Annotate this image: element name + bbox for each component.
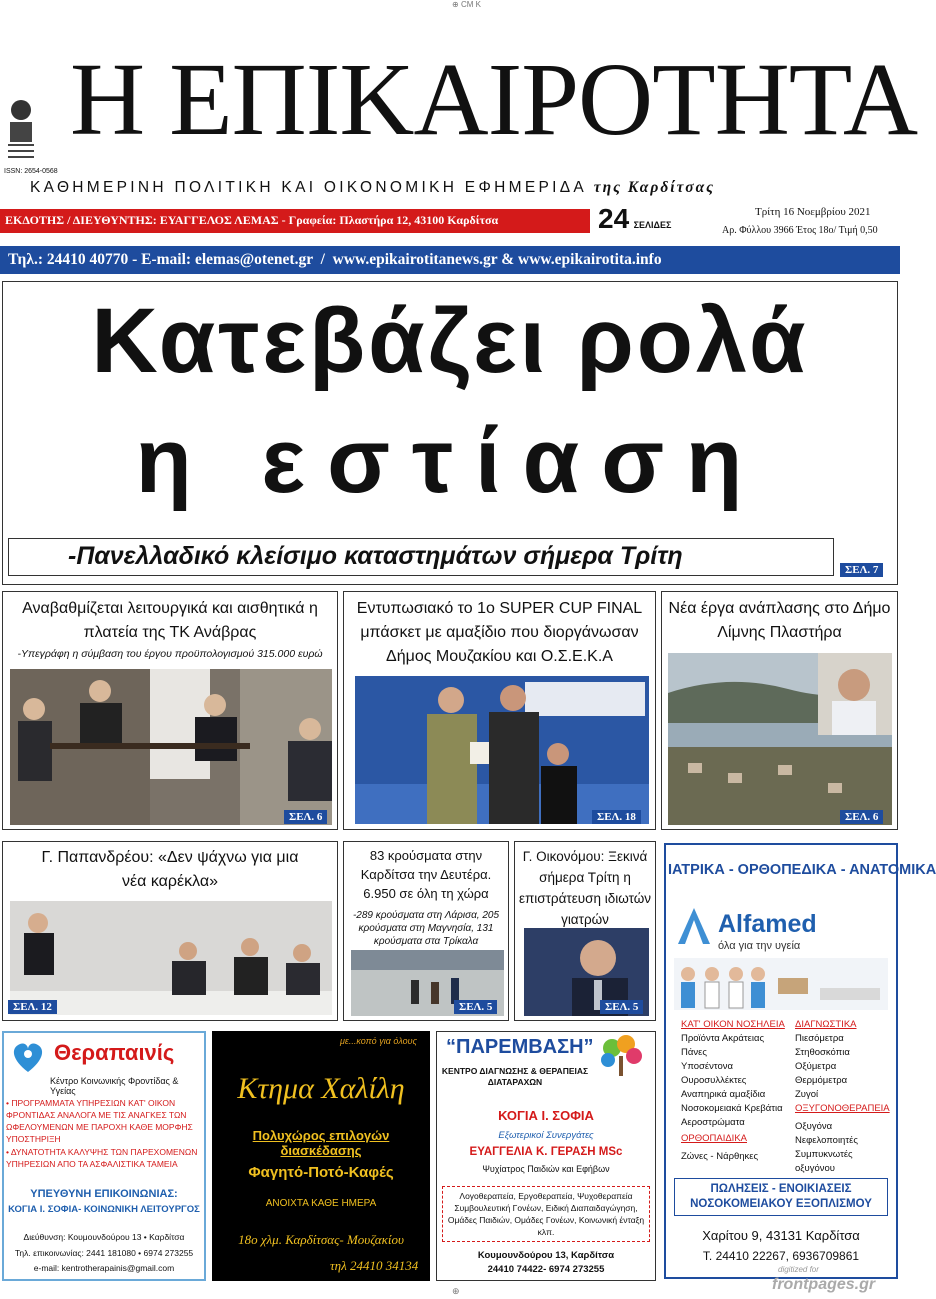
ad-medical-col1 (681, 1018, 791, 1164)
masthead-subtitle (30, 179, 715, 197)
col1-title: ΚΑΤ' ΟΙΚΟΝ ΝΟΣΗΛΕΙΑ (681, 1019, 785, 1030)
watermark-small: digitized for (778, 1265, 819, 1274)
col2-item: Στηθοσκόπια (795, 1047, 850, 1058)
col1-item: Νοσοκομειακά Κρεβάτια (681, 1103, 783, 1114)
col1-item: Πάνες (681, 1047, 707, 1058)
ad-medical-col2 (795, 1018, 893, 1176)
col2-item: Ζυγοί (795, 1089, 819, 1100)
paremvasi-name1: ΚΟΓΙΑ Ι. ΣΟΦΙΑ (498, 1108, 594, 1123)
col1-item: Αναπηρικά αμαξίδια (681, 1089, 766, 1100)
col1-item: Αεροστρώματα (681, 1117, 745, 1128)
story-anavra-title[interactable]: Αναβαθμίζεται λειτουργικά και αισθητικά η πλατεία της ΤΚ Ανάβρας (22, 600, 318, 641)
paremvasi-address: Κουμουνδούρου 13, Καρδίτσα (477, 1250, 615, 1261)
story-anavra-photo (10, 669, 332, 825)
ad-medical-products-photo (674, 958, 888, 1010)
alfamed-logo-icon (676, 906, 712, 946)
therapainis-email: e-mail: kentrotherapainis@gmail.com (33, 1263, 175, 1273)
pages-label: ΣΕΛΙΔΕΣ (633, 220, 672, 230)
lead-subhead: -Πανελλαδικό κλείσιμο καταστημάτων σήμερα Τρίτη (68, 542, 683, 570)
col2-title2: ΟΞΥΓΟΝΟΘΕΡΑΠΕΙΑ (795, 1103, 890, 1114)
therapainis-contact-title: ΥΠΕΥΘΥΝΗ ΕΠΙΚΟΙΝΩΝΙΑΣ: (30, 1188, 178, 1200)
story-limni-photo (668, 653, 892, 825)
therapainis-address: Διεύθυνση: Κουμουνδούρου 13 • Καρδίτσα (23, 1232, 185, 1242)
therapainis-title: Θεραπαινίς (54, 1040, 175, 1065)
story-covid-title[interactable]: 83 κρούσματα στην Καρδίτσα την Δευτέρα. 6.950 σε όλη τη χώρα (360, 848, 492, 901)
therapainis-contact-name: ΚΟΓΙΑ Ι. ΣΟΦΙΑ- ΚΟΙΝΩΝΙΚΗ ΛΕΙΤΟΥΡΓΟΣ (8, 1204, 200, 1215)
issn: ISSN: 2654-0568 (4, 168, 58, 175)
pages-badge (598, 203, 710, 235)
story-supercup-photo (355, 676, 649, 824)
col2-item: Πιεσόμετρα (795, 1033, 844, 1044)
story-limni-page-ref[interactable]: ΣΕΛ. 6 (840, 810, 883, 824)
story-anavra-page-ref[interactable]: ΣΕΛ. 6 (284, 810, 327, 824)
paremvasi-title: “ΠΑΡΕΜΒΑΣΗ” (446, 1036, 594, 1058)
ad-medical-address: Χαρίτου 9, 43131 Καρδίτσα (702, 1228, 860, 1243)
masthead-title: Η ΕΠΙΚΑΙΡΟΤΗΤΑ (70, 42, 918, 157)
col2-item: Οξυγόνα (795, 1121, 833, 1132)
subtitle-script: της Καρδίτσας (593, 179, 716, 196)
register-mark: ⊕ CM K (452, 0, 481, 9)
col2-item: Συμπυκνωτές οξυγόνου (795, 1149, 853, 1174)
lead-page-ref[interactable]: ΣΕΛ. 7 (840, 563, 883, 577)
col1-item: Ουροσυλλέκτες (681, 1075, 747, 1086)
masthead-seal-icon (4, 96, 38, 166)
therapainis-logo-icon (8, 1036, 48, 1076)
therapainis-bullet-text: ΠΡΟΓΡΑΜΜΑΤΑ ΥΠΗΡΕΣΙΩΝ ΚΑΤ' ΟΙΚΟΝ ΦΡΟΝΤΙΔΑΣ ΑΝΑΛΟΓΑ ΜΕ ΤΙΣ ΑΝΑΓΚΕΣ ΤΩΝ ΩΦΕΛΟΥΜΕΝΩΝ ΜΕ ΠΑΡΟΧΗ ΚΑΘΕ ΜΟΡΦΗΣ ΥΠΟΣΤΗΡΙΞΗ (6, 1098, 193, 1144)
story-papandreou-page-ref[interactable]: ΣΕΛ. 12 (8, 1000, 57, 1014)
col1-item: Προϊόντα Ακράτειας (681, 1033, 765, 1044)
story-supercup-page-ref[interactable]: ΣΕΛ. 18 (592, 810, 641, 824)
sales-line-2: ΝΟΣΟΚΟΜΕΙΑΚΟΥ ΕΞΟΠΛΙΣΜΟΥ (690, 1198, 872, 1210)
lead-headline-1[interactable]: Κατεβάζει ρολά (91, 290, 809, 392)
paremvasi-tree-icon (590, 1034, 650, 1078)
col1-item: Υποσέντονα (681, 1061, 734, 1072)
footer-register-mark-icon: ⊕ (452, 1286, 460, 1296)
ktima-line2: Φαγητό-Ποτό-Καφές (248, 1164, 394, 1181)
ktima-name: Κτημα Χαλίλη (237, 1072, 405, 1105)
story-supercup-title[interactable]: Εντυπωσιακό το 1ο SUPER CUP FINAL μπάσκετ με αμαξίδιο που διοργάνωσαν Δήμος Μουζακίου και Ο.Σ.Ε.Κ.Α (356, 600, 643, 665)
alfamed-brand: Alfamed (718, 910, 817, 938)
therapainis-subtitle: Κέντρο Κοινωνικής Φροντίδας & Υγείας (50, 1076, 179, 1096)
paremvasi-subtitle: ΚΕΝΤΡΟ ΔΙΑΓΝΩΣΗΣ & ΘΕΡΑΠΕΙΑΣ ΔΙΑΤΑΡΑΧΩΝ (441, 1066, 589, 1087)
issue-date: Τρίτη 16 Νοεμβρίου 2021 (755, 206, 871, 218)
therapainis-bullet-text: ΔΥΝΑΤΟΤΗΤΑ ΚΑΛΥΨΗΣ ΤΩΝ ΠΑΡΕΧΟΜΕΝΩΝ ΥΠΗΡΕΣΙΩΝ ΑΠΟ ΤΑ ΑΣΦΑΛΙΣΤΙΚΑ ΤΑΜΕΙΑ (6, 1147, 198, 1169)
ktima-top: με...κοπό για όλους (340, 1036, 417, 1046)
paremvasi-name2-role: Ψυχίατρος Παιδιών και Εφήβων (482, 1164, 610, 1174)
ad-medical-sales (674, 1178, 888, 1216)
therapainis-bullet: • ΔΥΝΑΤΟΤΗΤΑ ΚΑΛΥΨΗΣ ΤΩΝ ΠΑΡΕΧΟΜΕΝΩΝ ΥΠΗΡΕΣΙΩΝ ΑΠΟ ΤΑ ΑΣΦΑΛΙΣΤΙΚΑ ΤΑΜΕΙΑ (6, 1147, 198, 1169)
story-limni-title[interactable]: Νέα έργα ανάπλασης στο Δήμο Λίμνης Πλαστήρα (668, 600, 891, 641)
watermark: frontpages.gr (772, 1276, 876, 1293)
lead-headline-2[interactable]: η εστίαση (135, 410, 765, 512)
therapainis-bullet: • ΠΡΟΓΡΑΜΜΑΤΑ ΥΠΗΡΕΣΙΩΝ ΚΑΤ' ΟΙΚΟΝ ΦΡΟΝΤΙΔΑΣ ΑΝΑΛΟΓΑ ΜΕ ΤΙΣ ΑΝΑΓΚΕΣ ΤΩΝ ΩΦΕΛΟΥΜΕΝΩΝ ΜΕ ΠΑΡΟΧΗ ΚΑΘΕ ΜΟΡΦΗΣ ΥΠΟΣΤΗΡΙΞΗ (6, 1098, 193, 1144)
pages-number: 24 (598, 203, 630, 234)
col2-item: Θερμόμετρα (795, 1075, 848, 1086)
alfamed-tagline: όλα για την υγεία (718, 940, 801, 952)
ktima-phone: τηλ 24410 34134 (330, 1258, 419, 1273)
col2-title: ΔΙΑΓΝΩΣΤΙΚΑ (795, 1019, 857, 1030)
story-covid-page-ref[interactable]: ΣΕΛ. 5 (454, 1000, 497, 1014)
col1-title2: ΟΡΘΟΠΑΙΔΙΚΑ (681, 1133, 747, 1144)
col2-item: Οξύμετρα (795, 1061, 837, 1072)
ktima-line3: ΑΝΟΙΧΤΑ ΚΑΘΕ ΗΜΕΡΑ (265, 1198, 377, 1209)
subtitle-text: ΚΑΘΗΜΕΡΙΝΗ ΠΟΛΙΤΙΚΗ ΚΑΙ ΟΙΚΟΝΟΜΙΚΗ ΕΦΗΜΕΡΙΔΑ (30, 179, 587, 196)
story-papandreou-photo (10, 901, 332, 1015)
story-papandreou-title[interactable]: Γ. Παπανδρέου: «Δεν ψάχνω για μια νέα καρέκλα» (41, 849, 299, 890)
ktima-line4: 18ο χλμ. Καρδίτσας- Μουζακίου (238, 1232, 404, 1247)
therapainis-phones: Τηλ. επικοινωνίας: 2441 181080 • 6974 273255 (14, 1248, 194, 1258)
paremvasi-phones: 24410 74422- 6974 273255 (487, 1264, 605, 1275)
ad-medical-header: ΙΑΤΡΙΚΑ - ΟΡΘΟΠΕΔΙΚΑ - ΑΝΑΤΟΜΙΚΑ (668, 862, 936, 878)
paremvasi-name2: ΕΥΑΓΓΕΛΙΑ Κ. ΓΕΡΑΣΗ MSc (469, 1146, 623, 1158)
contact-line: Τηλ.: 24410 40770 - E-mail: elemas@otenet.gr / www.epikairotitanews.gr & www.epikairotita.info (8, 251, 662, 268)
story-anavra-summary: -Υπεγράφη η σύμβαση του έργου προϋπολογισμού 315.000 ευρώ (17, 648, 323, 660)
ad-medical-phone: Τ. 24410 22267, 6936709861 (702, 1249, 860, 1263)
col1-item: Ζώνες - Νάρθηκες (681, 1151, 759, 1162)
publisher-line: ΕΚΔΟΤΗΣ / ΔΙΕΥΘΥΝΤΗΣ: ΕΥΑΓΓΕΛΟΣ ΛΕΜΑΣ - Γραφεία: Πλαστήρα 12, 43100 Καρδίτσα (5, 213, 499, 227)
paremvasi-role: Εξωτερικοί Συνεργάτες (498, 1130, 594, 1141)
sales-line-1: ΠΩΛΗΣΕΙΣ - ΕΝΟΙΚΙΑΣΕΙΣ (710, 1183, 852, 1195)
story-oikonomou-title[interactable]: Γ. Οικονόμου: Ξεκινά σήμερα Τρίτη η επιστράτευση ιδιωτών γιατρών (518, 849, 652, 927)
register-mark-text: CM K (460, 0, 481, 9)
issue-info: Αρ. Φύλλου 3966 Έτος 18ο/ Τιμή 0,50 (722, 225, 878, 236)
col2-item: Νεφελοποιητές (795, 1135, 858, 1146)
story-covid-summary: -289 κρούσματα στη Λάρισα, 205 κρούσματα στη Μαγνησία, 131 κρούσματα στα Τρίκαλα (352, 910, 500, 947)
story-oikonomou-page-ref[interactable]: ΣΕΛ. 5 (600, 1000, 643, 1014)
ktima-line1: Πολυχώρος επιλογών διασκέδασης (252, 1128, 390, 1158)
paremvasi-services: Λογοθεραπεία, Εργοθεραπεία, Ψυχοθεραπεία Συμβουλευτική Γονέων, Ειδική Διαπαιδαγώγηση, Ομάδες Παιδιών, Ομάδες Γονέων, Κοινωνική ένταξη κλπ. (442, 1186, 650, 1242)
